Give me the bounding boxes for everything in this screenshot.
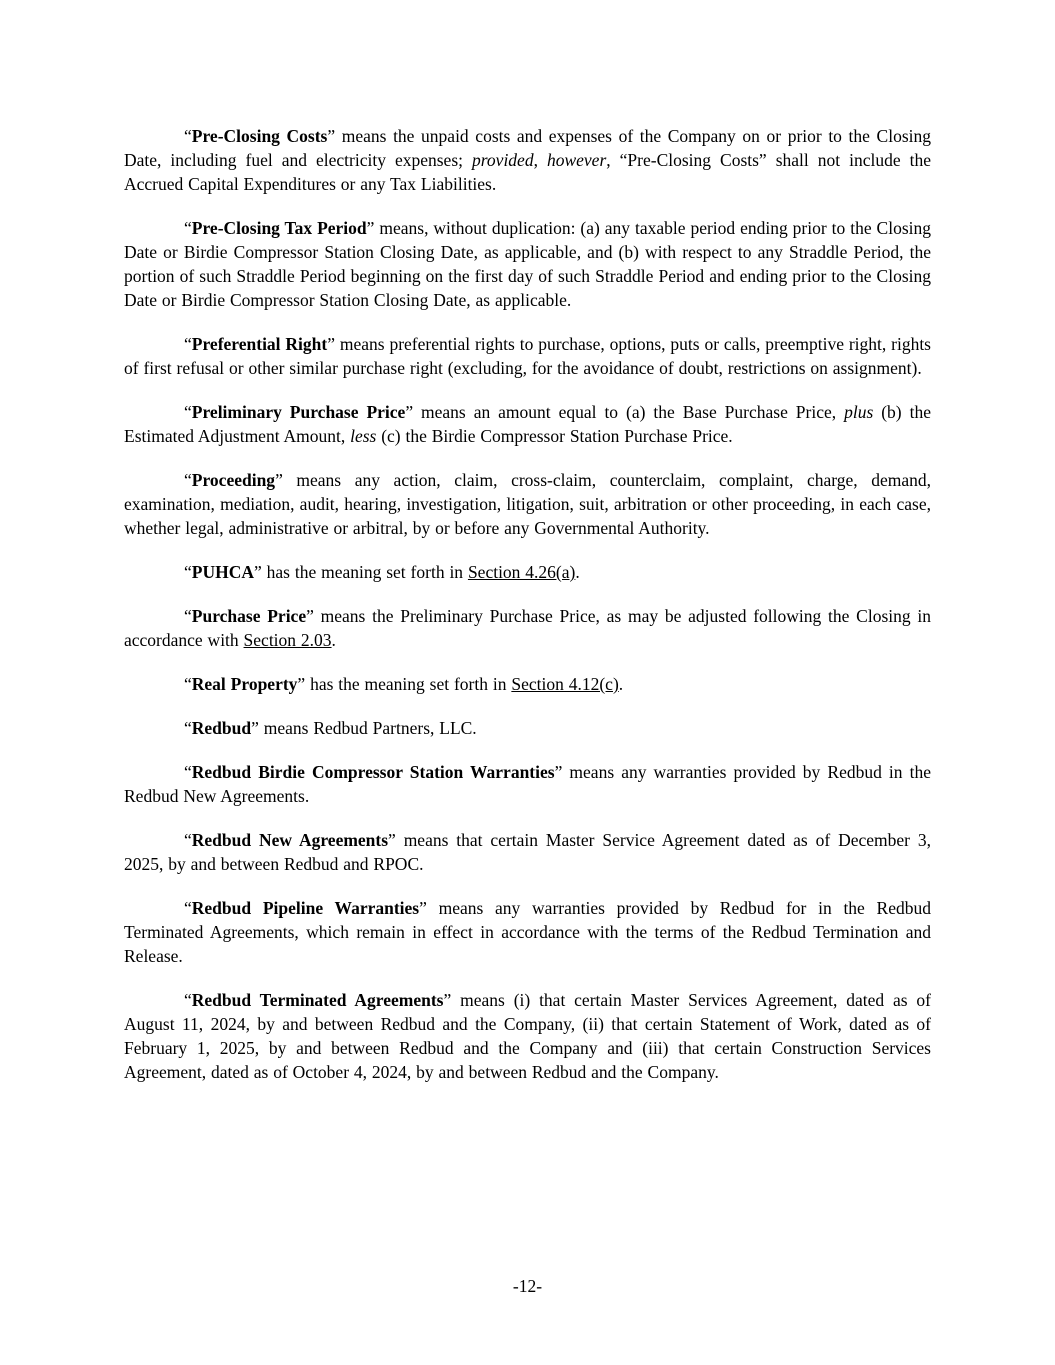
text-run: ” means any warranties provided by Redbud for in the Redbud Terminated Agreements, which remain in effect in accordance with the terms of the Redbud Termination and Release. — [124, 898, 931, 966]
text-run: ” means Redbud Partners, LLC. — [251, 718, 477, 738]
defined-term: Redbud — [191, 718, 252, 738]
text-run: “ — [184, 402, 192, 422]
text-run: ” means (i) that certain Master Services Agreement, dated as of August 11, 2024, by and between Redbud and the Company, (ii) that certain Statement of Work, dated as of February 1, 2025, by and between Redbud and the Company and (iii) that certain Construction Services Agreement, dated as of October 4, 2024, by and between Redbud and the Company. — [124, 990, 932, 1082]
definition-paragraph — [124, 828, 931, 876]
text-run: ” means that certain Master Service Agreement dated as of December 3, 2025, by and between Redbud and RPOC. — [124, 830, 931, 874]
text-run: (b) the Estimated Adjustment Amount, — [124, 402, 931, 446]
defined-term: Real Property — [191, 674, 298, 694]
defined-term: Proceeding — [191, 470, 276, 490]
text-run: “ — [184, 718, 192, 738]
text-run: “ — [184, 606, 192, 626]
text-run: , — [533, 150, 547, 170]
section-reference: Section 4.12(c) — [511, 674, 619, 694]
text-run: ” means an amount equal to (a) the Base Purchase Price, — [405, 402, 845, 422]
definition-paragraph — [124, 896, 931, 968]
text-run: ” means, without duplication: (a) any taxable period ending prior to the Closing Date or Birdie Compressor Station Closing Date, as applicable, and (b) with respect to any Straddle Period, the portion of such Straddle Period beginning on the first day of such Straddle Period and ending prior to the Closing Date or Birdie Compressor Station Closing Date, as applicable. — [124, 218, 932, 310]
definition-paragraph — [124, 716, 931, 740]
text-run: ” means preferential rights to purchase, options, puts or calls, preemptive right, rights of first refusal or other similar purchase right (excluding, for the avoidance of doubt, restrictions on assignment). — [124, 334, 931, 378]
section-reference: Section 4.26(a) — [467, 562, 576, 582]
defined-term: Redbud New Agreements — [191, 830, 389, 850]
text-run: . — [331, 630, 336, 650]
text-run: less — [350, 426, 377, 446]
text-run: (c) the Birdie Compressor Station Purchase Price. — [376, 426, 733, 446]
defined-term: Preferential Right — [191, 334, 328, 354]
defined-term: Redbud Terminated Agreements — [191, 990, 444, 1010]
text-run: however — [546, 150, 607, 170]
text-run: ” has the meaning set forth in — [254, 562, 468, 582]
text-run: ” means the unpaid costs and expenses of the Company on or prior to the Closing Date, including fuel and electricity expenses; — [124, 126, 931, 170]
text-run: ” means any action, claim, cross-claim, counterclaim, complaint, charge, demand, examination, mediation, audit, hearing, investigation, litigation, suit, arbitration or other proceeding, in each case, whether legal, administrative or arbitral, by or before any Governmental Authority. — [124, 470, 931, 538]
defined-term: PUHCA — [191, 562, 254, 582]
text-run: plus — [844, 402, 874, 422]
text-run: “ — [184, 898, 192, 918]
text-run: . — [618, 674, 624, 694]
document-body — [124, 124, 931, 1104]
definition-paragraph — [124, 760, 931, 808]
text-run: “ — [184, 334, 192, 354]
defined-term: Redbud Birdie Compressor Station Warranties — [191, 762, 555, 782]
text-run: “ — [184, 470, 192, 490]
text-run: ” means the Preliminary Purchase Price, as may be adjusted following the Closing in accordance with — [124, 606, 931, 650]
page-number: -12- — [512, 1276, 543, 1296]
definition-paragraph — [124, 216, 931, 312]
definition-paragraph — [124, 560, 931, 584]
text-run: . — [575, 562, 580, 582]
text-run: provided — [472, 150, 534, 170]
text-run: “ — [184, 126, 192, 146]
definition-paragraph — [124, 604, 931, 652]
defined-term: Pre-Closing Costs — [191, 126, 328, 146]
defined-term: Purchase Price — [191, 606, 307, 626]
section-reference: Section 2.03 — [243, 630, 332, 650]
defined-term: Preliminary Purchase Price — [191, 402, 406, 422]
text-run: “ — [184, 562, 192, 582]
definition-paragraph — [124, 468, 931, 540]
definition-paragraph — [124, 988, 931, 1084]
definition-paragraph — [124, 400, 931, 448]
text-run: ” has the meaning set forth in — [297, 674, 512, 694]
defined-term: Pre-Closing Tax Period — [191, 218, 367, 238]
definition-paragraph — [124, 672, 931, 696]
text-run: “ — [184, 990, 192, 1010]
text-run: “ — [184, 674, 192, 694]
defined-term: Redbud Pipeline Warranties — [191, 898, 420, 918]
text-run: “ — [184, 218, 192, 238]
definition-paragraph — [124, 124, 931, 196]
text-run: ” means any warranties provided by Redbud in the Redbud New Agreements. — [124, 762, 931, 806]
text-run: , “Pre-Closing Costs” shall not include the Accrued Capital Expenditures or any Tax Liabilities. — [124, 150, 932, 194]
text-run: “ — [184, 762, 192, 782]
text-run: “ — [184, 830, 192, 850]
definition-paragraph — [124, 332, 931, 380]
